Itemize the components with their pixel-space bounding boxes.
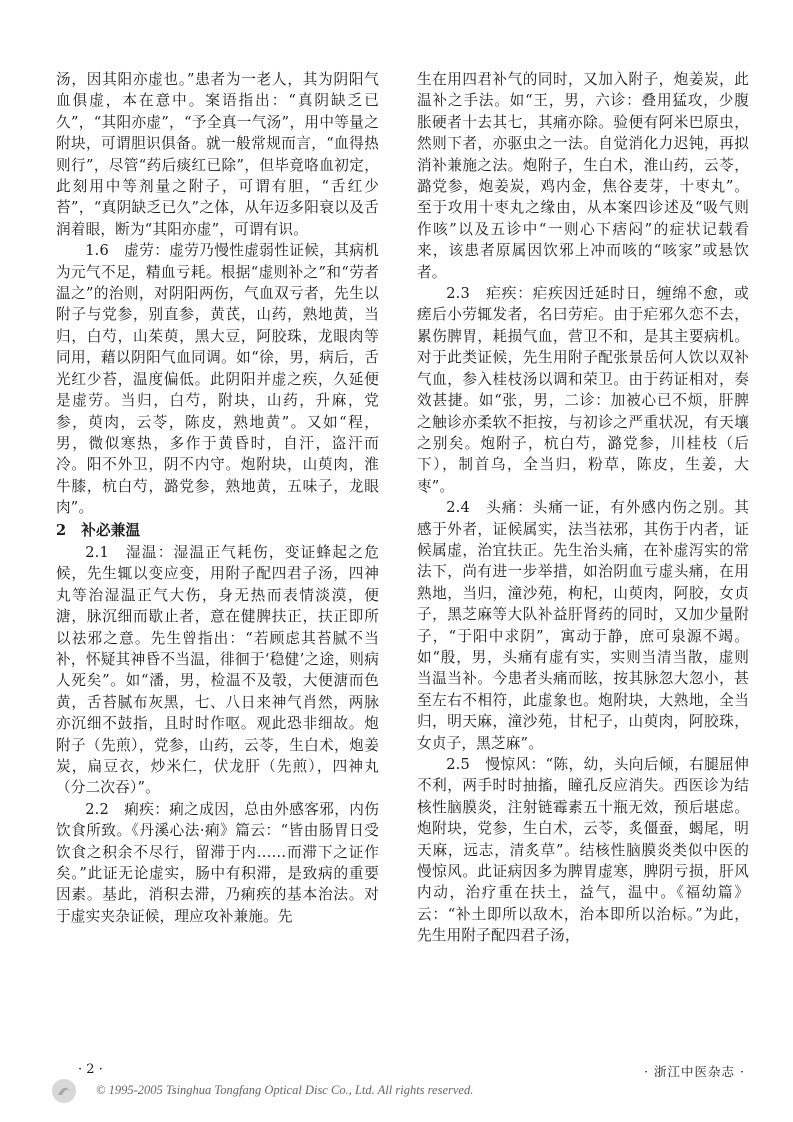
paragraph: 2.1 湿温：湿温正气耗伤，变证蜂起之危候，先生辄以变应变，用附子配四君子汤，四神丸等治湿温正气大伤，身无热而表情淡漠，便溏，脉沉细而歇止者，意在健脾扶正，扶正即所以祛邪之意。先生曾指出：“若顾虑其苔腻不当补，怀疑其神昏不当温，徘徊于‘稳健’之途，则病人死矣”。如“潘，男，检温不及彀，大便溏而色黄，舌苔腻布灰黑，七、八日来神气肖然，两脉亦沉细不鼓指，且时时作呕。观此恐非细故。炮附子（先煎），党参，山药，云苓，生白术，炮姜炭，扁豆衣，炒米仁，伏龙肝（先煎），四神丸（分二次吞）”。 (56, 543, 379, 797)
section-heading: 2 补必兼温 (56, 521, 141, 539)
copyright-notice: © 1995-2005 Tsinghua Tongfang Optical Disc Co., Ltd. All rights reserved. (96, 1083, 474, 1097)
left-column (56, 69, 379, 927)
paragraph: 2.2 痢疾：痢之成因，总由外感客邪，内伤饮食所致。《丹溪心法·痢》篇云：“皆由肠胃日受饮食之积余不尽行，留滞于内……而滞下之证作矣。”此证无论虚实，肠中有积滞，是致病的重要因素。基此，消积去滞，乃痢疾的基本治法。对于虚实夹杂证候，理应攻补兼施。先 (56, 800, 379, 925)
paragraph: 2.4 头痛：头痛一证，有外感内伤之别。其感于外者，证候属实，法当祛邪，其伤于内者，证候属虚，治宜扶正。先生治头痛，在补虚泻实的常法下，尚有进一步举措，如治阴血亏虚头痛，在用熟地，当归，潼沙苑，枸杞，山萸肉，阿胶，女贞子，黑芝麻等大队补益肝肾药的同时，又加少量附子，“于阳中求阴”，寓动于静，庶可泉源不竭。如“殷，男，头痛有虚有实，实则当清当散，虚则当温当补。今患者头痛而眩，按其脉忽大忽小，甚至左右不相符，此虚象也。炮附块，大熟地，全当归，明天麻，潼沙苑，甘杞子，山萸肉，阿胶珠，女贞子，黑芝麻”。 (417, 499, 749, 752)
paragraph: 2.3 疟疾：疟疾因迁延时日，缠绵不愈，或瘥后小劳辄发者，名曰劳疟。由于疟邪久恋不去，累伤脾胃，耗损气血，营卫不和，是其主要病机。对于此类证候，先生用附子配张景岳何人饮以双补气血，参入桂枝汤以调和荣卫。由于药证相对，奏效甚捷。如“张，男，二诊：加被心已不烦，肝脾之触诊亦柔软不拒按，与初诊之严重状况，有天壤之别矣。炮附子，杭白芍，潞党参，川桂枝（后下），制首乌，全当归，粉草，陈皮，生姜，大枣”。 (417, 285, 749, 495)
paragraph: 1.6 虚劳：虚劳乃慢性虚弱性证候，其病机为元气不足，精血亏耗。根据“虚则补之”和“劳者温之”的治则，对阴阳两伤，气血双亏者，先生以附子与党参，别直参，黄芪，山药，熟地黄，当归，白芍，山茱萸，黑大豆，阿胶珠，龙眼肉等同用，藉以阴阳气血同调。如“徐，男，病后，舌光红少苔，温度偏低。此阴阳并虚之疾，久延便是虚劳。当归，白芍，附块，山药，升麻，党参，萸肉，云苓，陈皮，熟地黄”。又如“程，男，微似寒热，多作于黄昏时，自汗，盗汗而冷。阳不外卫，阴不内守。炮附块，山萸肉，淮牛膝，杭白芍，潞党参，熟地黄，五味子，龙眼肉”。 (56, 242, 379, 517)
right-column (417, 69, 749, 947)
page-number: · 2 · (78, 1062, 103, 1077)
paragraph: 生在用四君补气的同时，又加入附子，炮姜炭，此温补之手法。如“王，男，六诊：叠用猛攻，少腹胀硬者十去其七，其痛亦除。验便有阿米巴原虫，然则下者，亦驱虫之一法。自觉消化力迟钝，再拟消补兼施之法。炮附子，生白术，淮山药，云苓，潞党参，炮姜炭，鸡内金，焦谷麦芽，十枣丸”。至于攻用十枣丸之缘由，从本案四诊述及“吸气则作咳”以及五诊中“一则心下痞闷”的症状记载看来，该患者原属因饮邪上冲而咳的“咳家”或悬饮者。 (417, 71, 749, 281)
paragraph: 汤，因其阳亦虚也。”患者为一老人，其为阴阳气血俱虚，本在意中。案语指出：“真阴缺乏已久”，“其阳亦虚”，“予全真一气汤”，用中等量之附块，可谓胆识俱备。就一般常规而言，“血得热则行”，尽管“药后痰红已除”，但毕竟咯血初定，此刻用中等剂量之附子，可谓有胆，“舌红少苔”，“真阴缺乏已久”之体，从年迈多阳衰以及舌润着眼，断为“其阳亦虚”，可谓有识。 (56, 71, 379, 238)
journal-name: · 浙江中医杂志 · (644, 1064, 745, 1079)
publisher-logo-icon (50, 1077, 78, 1105)
paragraph: 2.5 慢惊风：“陈，幼，头向后倾，右腿屈伸不利，两手时时抽搐，瞳孔反应消失。西医诊为结核性脑膜炎，注射链霉素五十瓶无效，预后堪虑。炮附块，党参，生白术，云苓，炙僵蚕，蝎尾，明天麻，远志，清炙草”。结核性脑膜炎类似中医的慢惊风。此证病因多为脾胃虚寒，脾阴亏损，肝风内动，治疗重在扶土，益气，温中。《福幼篇》云：“补土即所以敌木，治本即所以治标。”为此，先生用附子配四君子汤， (417, 756, 749, 945)
